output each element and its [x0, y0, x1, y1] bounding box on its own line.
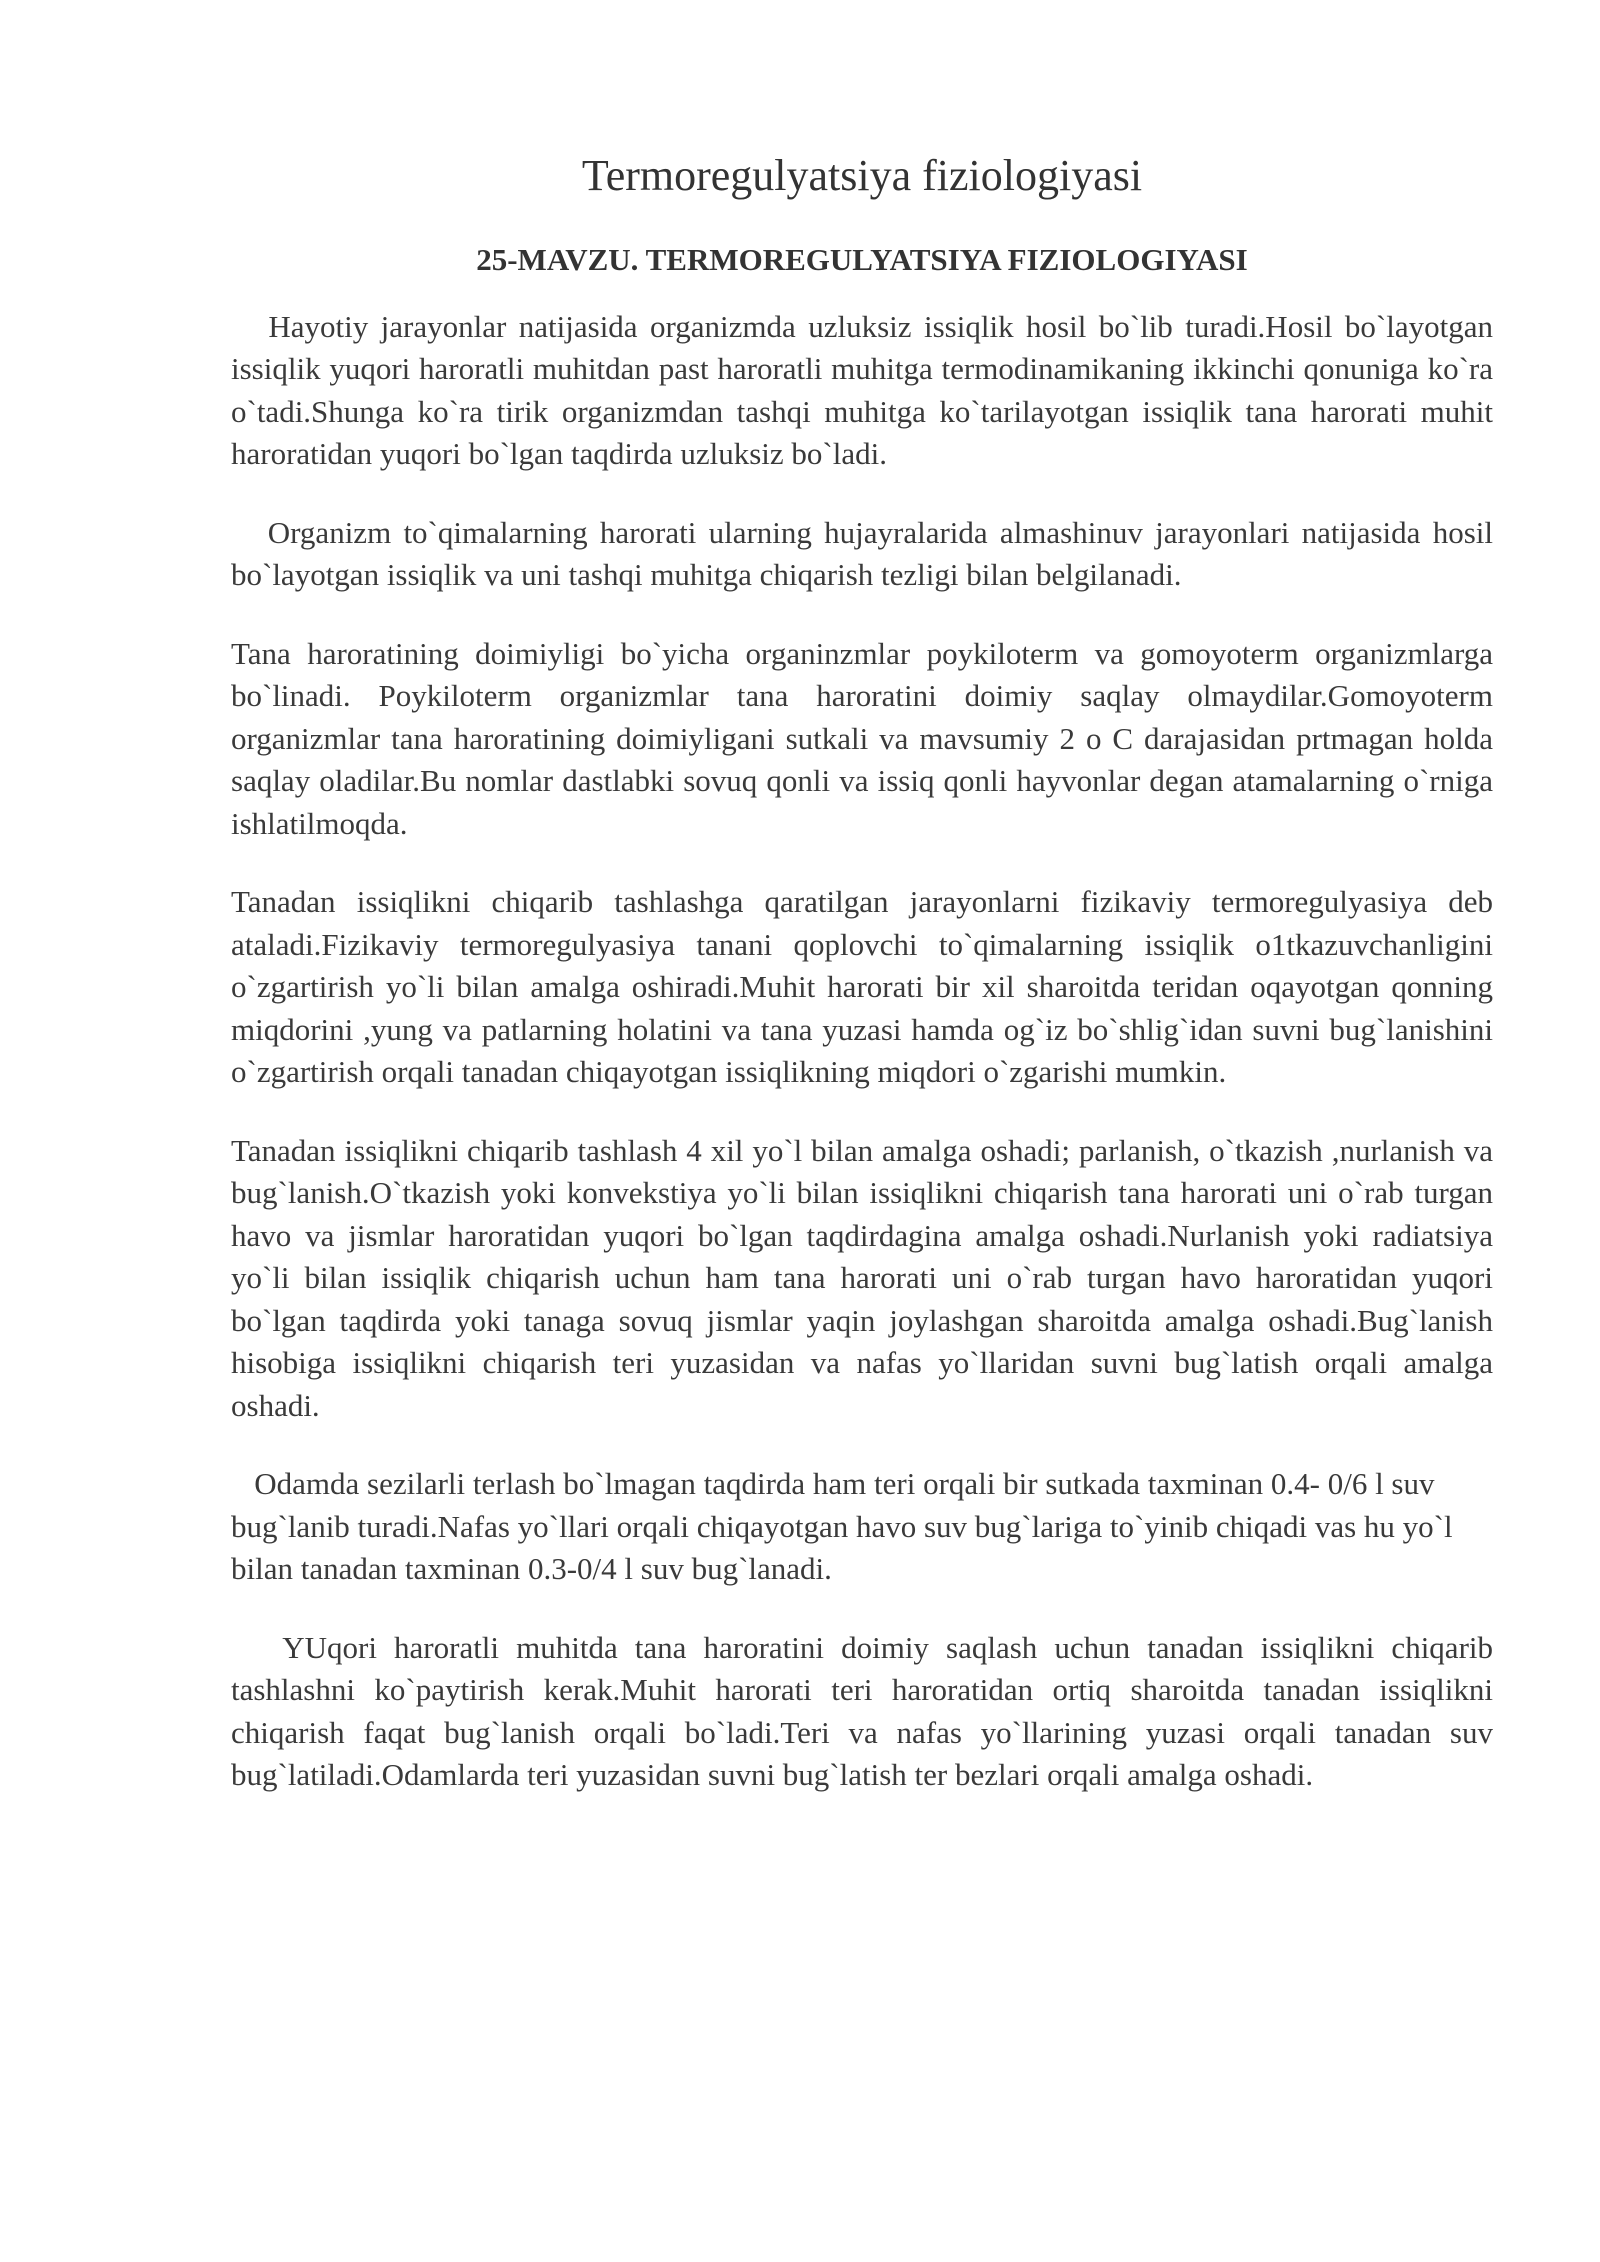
- paragraph-physical-thermoregulation: Tanadan issiqlikni chiqarib tashlashga qaratilgan jarayonlarni fizikaviy termoregulyasiya deb ataladi.Fizikaviy termoregulyasiya tanani qoplovchi to`qimalarning issiqlik o1tkazuvchanligini o`zgartirish yo`li bilan amalga oshiradi.Muhit harorati bir xil sharoitda teridan oqayotgan qonning miqdorini ,yung va patlarning holatini va tana yuzasi hamda og`iz bo`shlig`idan suvni bug`lanishini o`zgartirish orqali tanadan chiqayotgan issiqlikning miqdori o`zgarishi mumkin.: [231, 884, 1493, 1090]
- paragraph-high-temperature: YUqori haroratli muhitda tana haroratini doimiy saqlash uchun tanadan issiqlikni chiqarib tashlashni ko`paytirish kerak.Muhit harorati teri haroratidan ortiq sharoitda tanadan issiqlikni chiqarish faqat bug`lanish orqali bo`ladi.Teri va nafas yo`llarining yuzasi orqali tanadan suv bug`latiladi.Odamlarda teri yuzasidan suvni bug`latish ter bezlari orqali amalga oshadi.: [231, 1629, 1493, 1793]
- paragraph-heat-loss-ways: Tanadan issiqlikni chiqarib tashlash 4 xil yo`l bilan amalga oshadi; parlanish, o`tkazish ,nurlanish va bug`lanish.O`tkazish yoki konvekstiya yo`li bilan issiqlikni chiqarish tana harorati uni o`rab turgan havo va jismlar haroratidan yuqori bo`lgan taqdirdagina amalga oshadi.Nurlanish yoki radiatsiya yo`li bilan issiqlik chiqarish uchun ham tana harorati uni o`rab turgan havo haroratidan yuqori bo`lgan taqdirda yoki tanaga sovuq jismlar yaqin joylashgan sharoitda amalga oshadi.Bug`lanish hisobiga issiqlikni chiqarish teri yuzasidan va nafas yo`llaridan suvni bug`latish orqali amalga oshadi.: [231, 1132, 1493, 1423]
- document-title: Termoregulyatsiya fiziologiyasi: [581, 151, 1143, 200]
- paragraph-skin-evaporation: Odamda sezilarli terlash bo`lmagan taqdirda ham teri orqali bir sutkada taxminan 0.4- 0/6 l suv bug`lanib turadi.Nafas yo`llari orqali chiqayotgan havo suv bug`lariga to`yinib chiqadi vas hu yo`l bilan tanadan taxminan 0.3-0/4 l suv bug`lanadi.: [231, 1466, 1453, 1587]
- paragraph-poikilotherm-homeotherm: Tana haroratining doimiyligi bo`yicha organinzmlar poykiloterm va gomoyoterm organizmlarga bo`linadi. Poykiloterm organizmlar tana haroratini doimiy saqlay olmaydilar.Gomoyoterm organizmlar tana haroratining doimiyligani sutkali va mavsumiy 2 o C darajasidan prtmagan holda saqlay oladilar.Bu nomlar dastlabki sovuq qonli va issiq qonli hayvonlar degan atamalarning o`rniga ishlatilmoqda.: [231, 635, 1493, 841]
- document-page: [231, 150, 1493, 1833]
- section-heading: 25-MAVZU. TERMOREGULYATSIYA FIZIOLOGIYASI: [476, 241, 1248, 277]
- paragraph-heat-production: Hayotiy jarayonlar natijasida organizmda uzluksiz issiqlik hosil bo`lib turadi.Hosil bo`layotgan issiqlik yuqori haroratli muhitdan past haroratli muhitga termodinamikaning ikkinchi qonuniga ko`ra o`tadi.Shunga ko`ra tirik organizmdan tashqi muhitga ko`tarilayotgan issiqlik tana harorati muhit haroratidan yuqori bo`lgan taqdirda uzluksiz bo`ladi.: [231, 308, 1493, 472]
- paragraph-tissue-temperature: Organizm to`qimalarning harorati ularning hujayralarida almashinuv jarayonlari natijasida hosil bo`layotgan issiqlik va uni tashqi muhitga chiqarish tezligi bilan belgilanadi.: [231, 514, 1493, 593]
